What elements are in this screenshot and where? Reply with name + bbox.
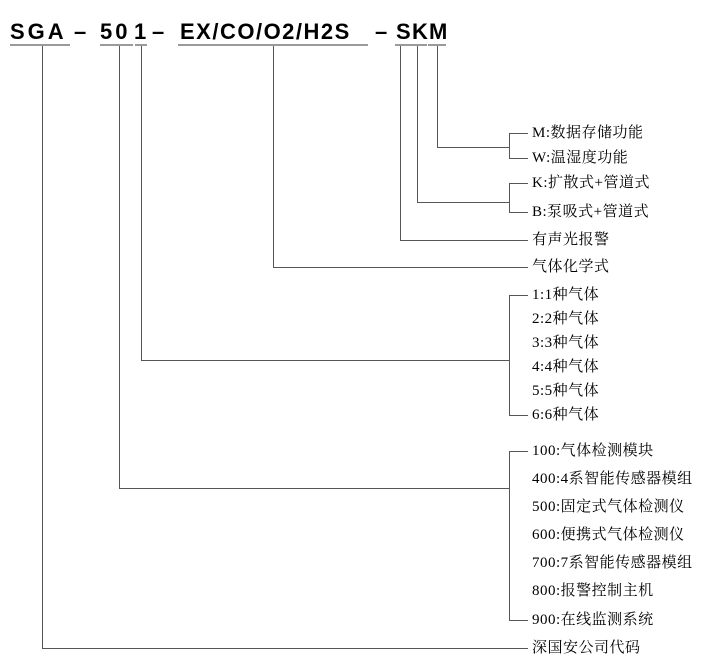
bracket-product-series (509, 451, 510, 621)
connector-company-horizontal (42, 648, 528, 649)
label-gas-count-5: 5:5种气体 (532, 383, 600, 399)
label-series-600: 600:便携式气体检测仪 (532, 527, 685, 543)
header-dash-3: – (375, 19, 389, 44)
label-gas-count-4: 4:4种气体 (532, 359, 600, 375)
label-alarm: 有声光报警 (532, 232, 610, 248)
label-gas-count-2: 2:2种气体 (532, 311, 600, 327)
connector-gascount-vertical (141, 46, 142, 360)
connector-series-vertical (119, 46, 120, 488)
header-series-suffix: 1 (134, 19, 148, 44)
bracket-sampling-options (509, 183, 510, 213)
connector-gas-horizontal (273, 267, 528, 268)
header-suffix-s: S (396, 19, 412, 44)
label-gas-count-3: 3:3种气体 (532, 335, 600, 351)
tick-gas-count-top (509, 295, 528, 296)
label-gas-chemical: 气体化学式 (532, 259, 610, 275)
connector-m-horizontal (437, 147, 510, 148)
connector-gascount-horizontal (141, 360, 510, 361)
label-series-800: 800:报警控制主机 (532, 583, 654, 599)
tick-sampling-option-k (509, 183, 528, 184)
connector-company-vertical (42, 46, 43, 648)
label-company-code: 深国安公司代码 (532, 640, 641, 656)
label-series-100: 100:气体检测模块 (532, 443, 654, 459)
label-gas-count-1: 1:1种气体 (532, 287, 600, 303)
connector-s-horizontal (400, 240, 528, 241)
label-sampling-option-b: B:泵吸式+管道式 (532, 204, 650, 220)
header-dash-1: – (74, 19, 88, 44)
underline-suffix-s (395, 44, 412, 46)
header-suffix-k: K (412, 19, 429, 44)
header-gas-formula: EX/CO/O2/H2S (180, 19, 351, 44)
underline-series-prefix (100, 44, 133, 46)
tick-product-series-top (509, 451, 528, 452)
tick-product-series-bottom (509, 620, 528, 621)
underline-suffix-k (412, 44, 427, 46)
connector-m-vertical (437, 46, 438, 147)
connector-s-vertical (400, 46, 401, 240)
tick-function-option-m (509, 133, 528, 134)
label-series-900: 900:在线监测系统 (532, 612, 654, 628)
bracket-function-options (509, 133, 510, 159)
header-suffix-m: M (429, 19, 449, 44)
underline-company (10, 44, 70, 46)
header-company-code: SGA (10, 19, 67, 44)
label-sampling-option-k: K:扩散式+管道式 (532, 175, 650, 191)
header-series-prefix: 50 (100, 19, 131, 44)
label-gas-count-6: 6:6种气体 (532, 407, 600, 423)
connector-k-horizontal (417, 202, 510, 203)
connector-gas-vertical (273, 46, 274, 267)
tick-gas-count-bottom (509, 415, 528, 416)
label-series-400: 400:4系智能传感器模组 (532, 471, 693, 487)
connector-series-horizontal (119, 488, 510, 489)
tick-sampling-option-b (509, 212, 528, 213)
bracket-gas-count (509, 295, 510, 416)
connector-k-vertical (417, 46, 418, 202)
label-function-option-w: W:温湿度功能 (532, 150, 629, 166)
label-series-700: 700:7系智能传感器模组 (532, 555, 693, 571)
header-dash-2: – (152, 19, 166, 44)
tick-function-option-w (509, 158, 528, 159)
label-series-500: 500:固定式气体检测仪 (532, 499, 685, 515)
label-function-option-m: M:数据存储功能 (532, 125, 644, 141)
